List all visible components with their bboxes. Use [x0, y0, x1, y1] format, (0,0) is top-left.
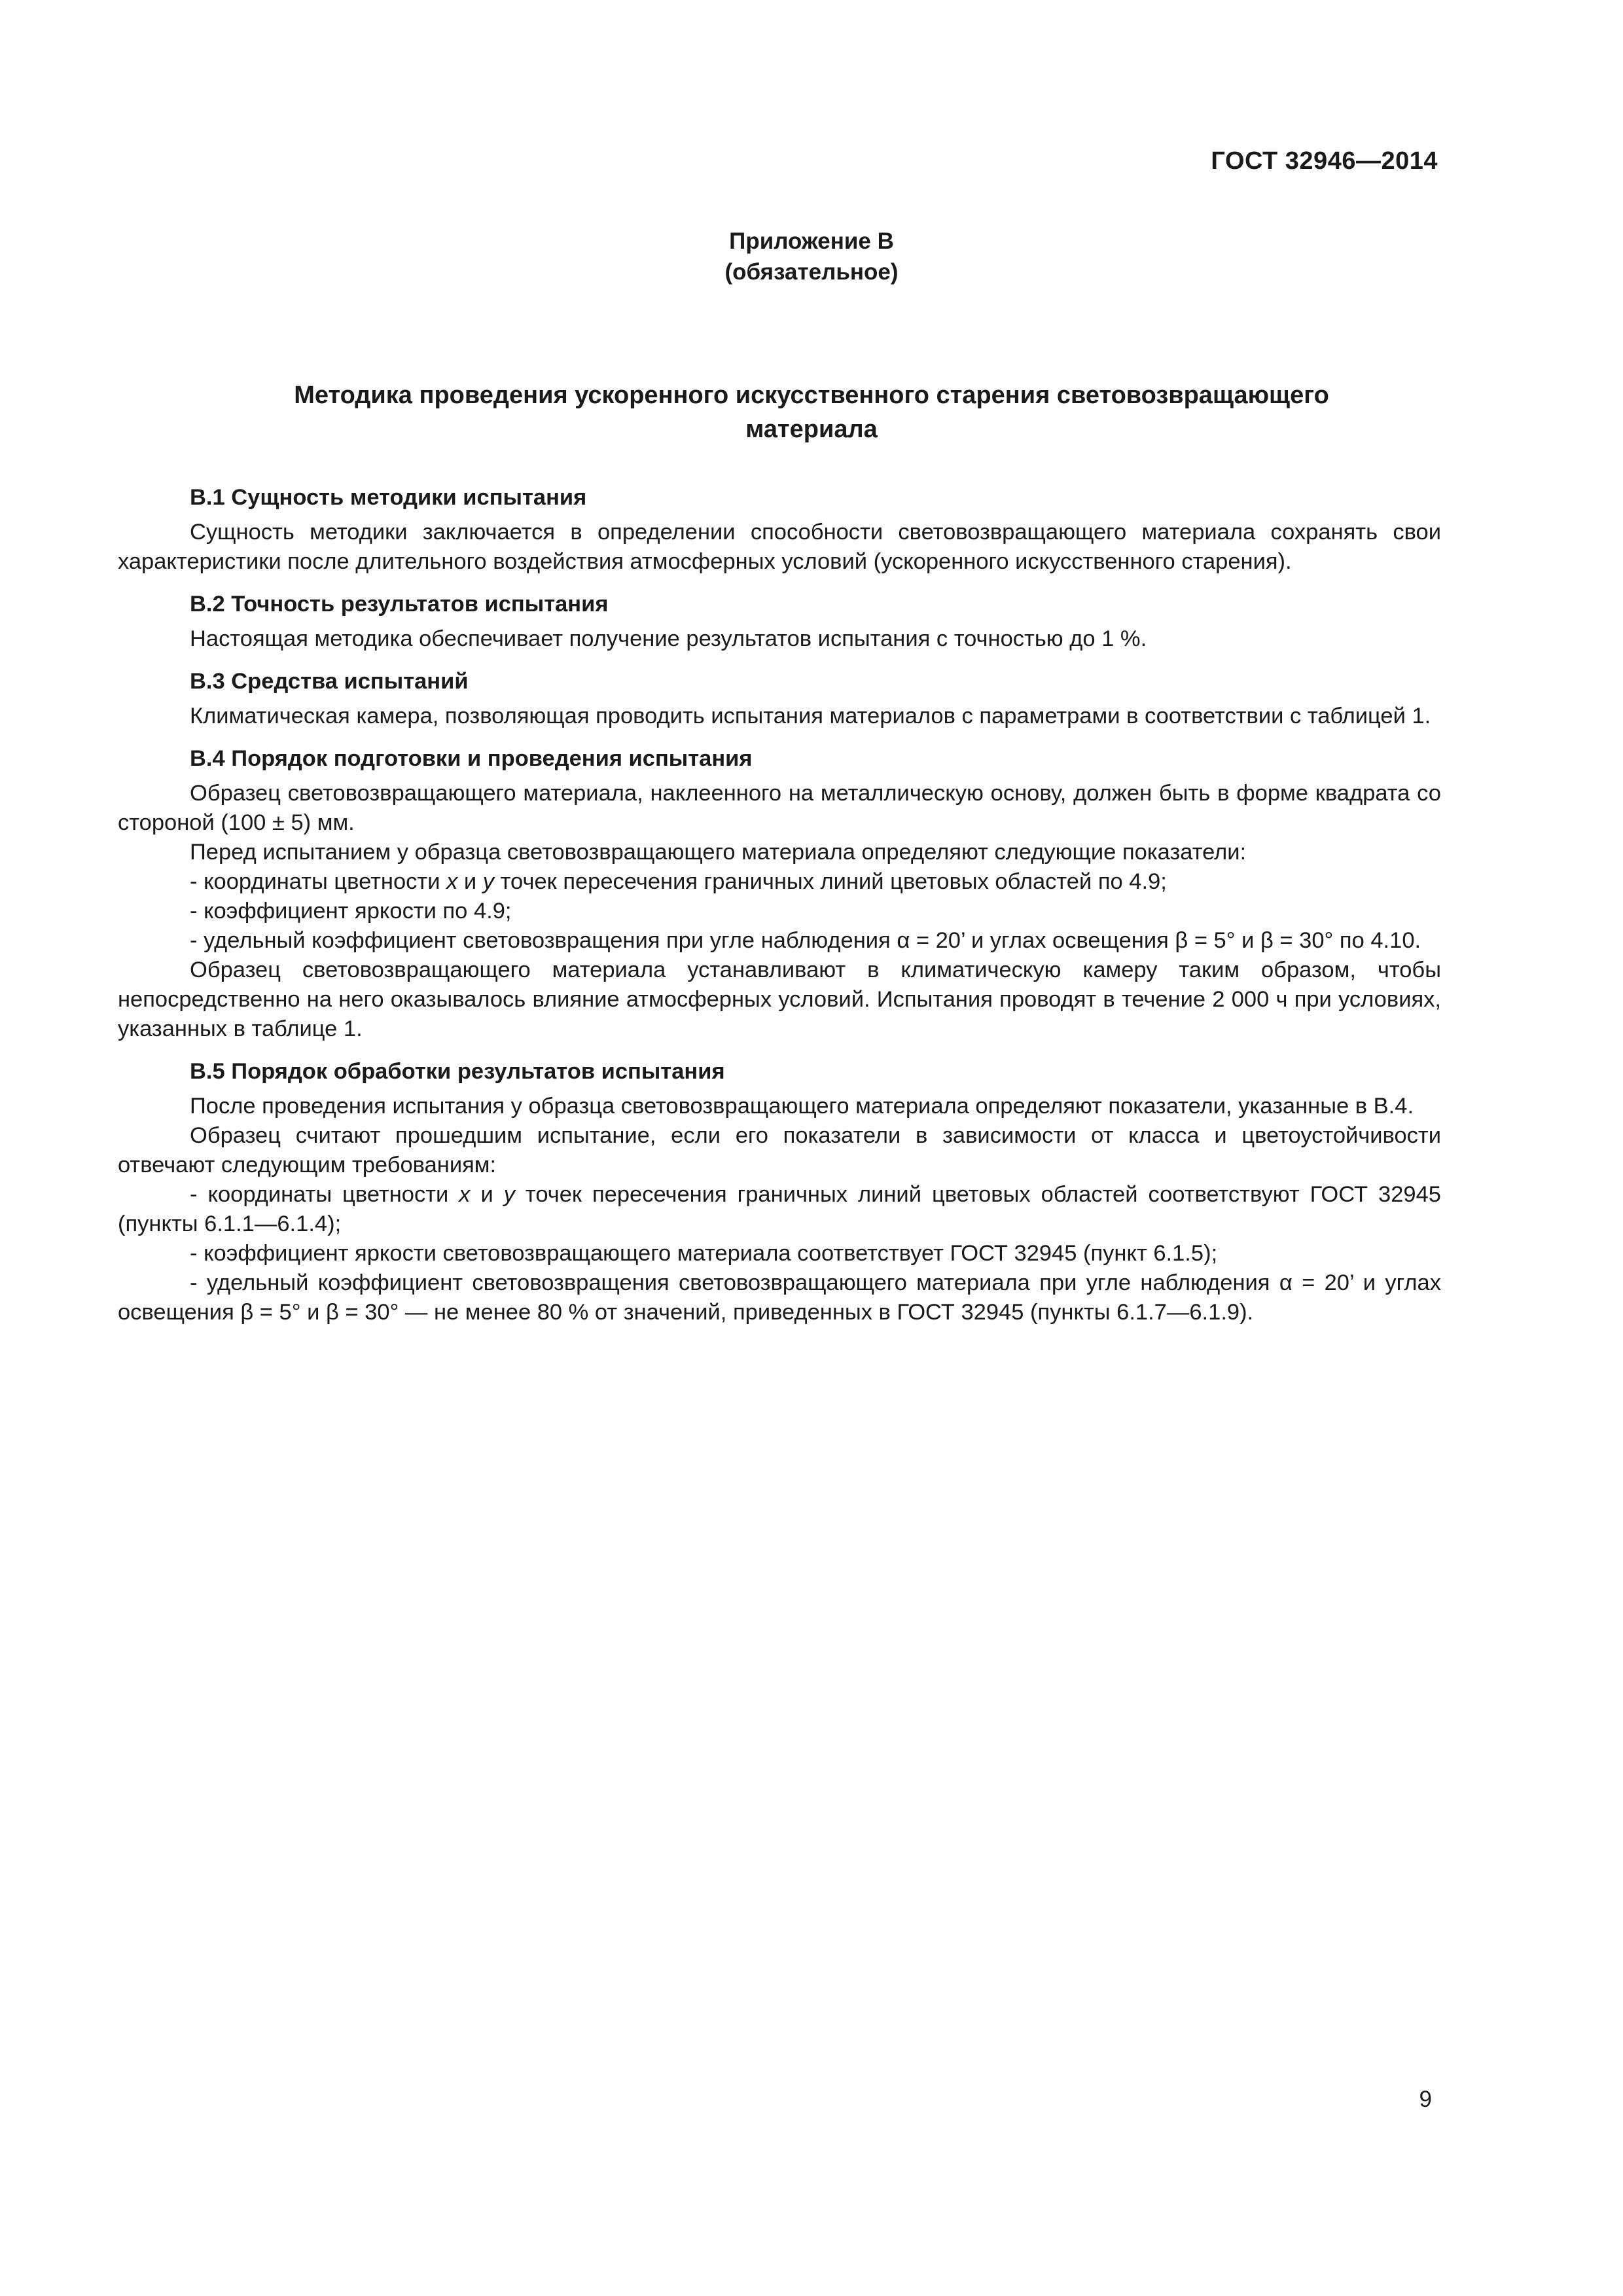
section-b1-paragraph: Сущность методики заключается в определении способности световозвращающего материала сохранять свои характеристики после длительного воздействия атмосферных условий (ускоренного искусственного старения). [118, 520, 1441, 574]
section-b4-list-item-1: - координаты цветности x и y точек пересечения граничных линий цветовых областей по 4.9; [190, 869, 1167, 894]
appendix-title: Приложение В [729, 228, 894, 254]
section-b5-paragraph-1: После проведения испытания у образца световозвращающего материала определяют показатели, указанные в В.4. [190, 1094, 1414, 1119]
section-b4-paragraph-3: Образец световозвращающего материала устанавливают в климатическую камеру таким образом, чтобы непосредственно на него оказывалось влияние атмосферных условий. Испытания проводят в течение 2 000 ч при условиях, указанных в таблице 1. [118, 958, 1441, 1041]
section-b3-paragraph: Климатическая камера, позволяющая проводить испытания материалов с параметрами в соответствии с таблицей 1. [190, 704, 1431, 728]
section-b4-paragraph-1: Образец световозвращающего материала, наклеенного на металлическую основу, должен быть в форме квадрата со стороной (100 ± 5) мм. [118, 781, 1441, 835]
section-b5-list-item-1: - координаты цветности x и y точек пересечения граничных линий цветовых областей соответствуют ГОСТ 32945 (пункты 6.1.1—6.1.4); [118, 1182, 1441, 1236]
document-code-header: ГОСТ 32946—2014 [1211, 147, 1438, 175]
section-b5-list-item-3: - удельный коэффициент световозвращения световозвращающего материала при угле наблюдения α = 20’ и углах освещения β = 5° и β = 30° — не менее 80 % от значений, приведенных в ГОСТ 32945 (пункты 6.1.7—6.1.9). [118, 1270, 1441, 1325]
page-number: 9 [1419, 2087, 1432, 2112]
section-b3-heading: В.3 Средства испытаний [190, 669, 469, 694]
section-b4-paragraph-2: Перед испытанием у образца световозвращающего материала определяют следующие показатели: [190, 840, 1247, 865]
section-b4-list-item-3: - удельный коэффициент световозвращения при угле наблюдения α = 20’ и углах освещения β = 5° и β = 30° по 4.10. [190, 928, 1421, 953]
appendix-status: (обязательное) [724, 259, 899, 285]
section-b5-paragraph-2: Образец считают прошедшим испытание, если его показатели в зависимости от класса и цветоустойчивости отвечают следующим требованиям: [118, 1123, 1441, 1177]
section-b5-list-item-2: - коэффициент яркости световозвращающего материала соответствует ГОСТ 32945 (пункт 6.1.5); [190, 1241, 1218, 1266]
section-b4-list-item-2: - коэффициент яркости по 4.9; [190, 899, 512, 924]
document-title-line-1: Методика проведения ускоренного искусственного старения световозвращающего [294, 382, 1329, 409]
section-b2-paragraph: Настоящая методика обеспечивает получение результатов испытания с точностью до 1 %. [190, 626, 1147, 651]
section-b5-heading: В.5 Порядок обработки результатов испытания [190, 1059, 725, 1084]
appendix-heading [0, 226, 1623, 287]
document-body [118, 483, 1441, 1327]
document-title [196, 378, 1427, 446]
section-b2-heading: В.2 Точность результатов испытания [190, 592, 609, 617]
section-b1-heading: В.1 Сущность методики испытания [190, 485, 587, 510]
section-b4-heading: В.4 Порядок подготовки и проведения испытания [190, 746, 753, 771]
document-title-line-2: материала [745, 416, 878, 443]
